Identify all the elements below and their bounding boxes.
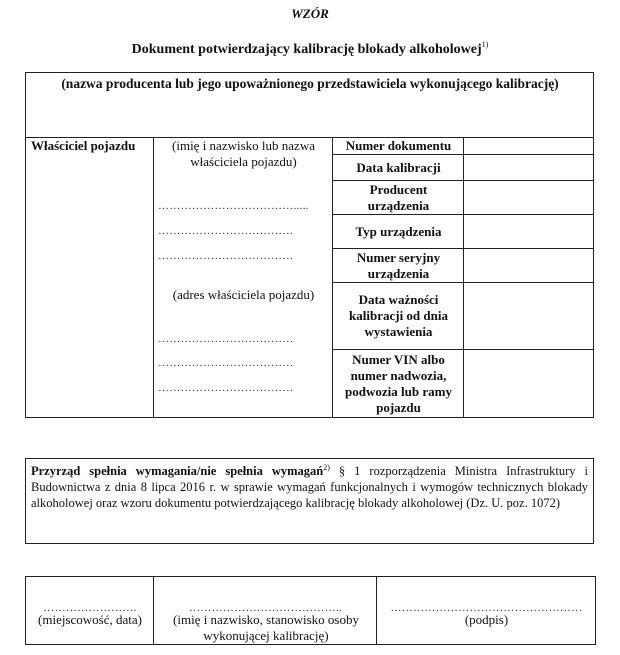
signatures-border-bottom (25, 644, 596, 645)
column-divider-1 (153, 137, 154, 417)
owner-address-line-3[interactable]: ……………………………… (158, 382, 294, 394)
field-value-serial-number[interactable] (465, 249, 593, 282)
owner-address-line-1[interactable]: ……………………………… (158, 333, 294, 345)
document-title (0, 40, 620, 58)
compliance-border-left (25, 458, 26, 543)
field-label-calibration-date: Data kalibracji (356, 159, 441, 175)
field-value-device-type[interactable] (465, 215, 593, 248)
owner-address-line-2[interactable]: ……………………………… (158, 357, 294, 369)
compliance-statement (31, 460, 588, 511)
compliance-border-bottom (25, 543, 594, 544)
owner-name-line-2[interactable]: ……………………………… (158, 225, 294, 237)
owner-name-hint: (imię i nazwisko lub nazwa właściciela pojazdu) (172, 138, 315, 169)
signatures-border-right (595, 576, 596, 644)
owner-address-hint: (adres właściciela pojazdu) (172, 287, 315, 302)
field-value-vin-number[interactable] (465, 350, 593, 417)
table-border-bottom (25, 417, 594, 418)
signatures-border-top (25, 576, 596, 577)
owner-label: Właściciel pojazdu (31, 138, 136, 153)
person-label: (imię i nazwisko, stanowisko osoby wykonującej kalibrację) (173, 612, 359, 643)
field-value-device-producer[interactable] (465, 181, 593, 214)
compliance-border-top (25, 458, 594, 459)
table-border-right (593, 72, 594, 417)
compliance-regulation-text: § 1 rozporządzenia Ministra Infrastruktury i Budownictwa z dnia 8 lipca 2016 r. w sprawie wymagań funkcjonalnych i wymogów technicznych blokady alkoholowej oraz wzoru dokumentu potwierdzającego kalibrację blokady alkoholowej (Dz. U. poz. 1072) (31, 464, 588, 510)
person-line[interactable]: ………………………………….. (189, 603, 342, 613)
owner-name-line-1[interactable]: ………………………………..... (158, 200, 309, 212)
field-label-device-producer: Producent urządzenia (367, 181, 430, 213)
producer-header: (nazwa producenta lub jego upoważnionego przedstawiciela wykonującego kalibrację) (61, 76, 559, 91)
place-date-line[interactable]: ……………………. (43, 603, 137, 613)
owner-name-line-3[interactable]: ……………………………… (158, 250, 294, 262)
compliance-border-right (593, 458, 594, 543)
field-value-document-number[interactable] (465, 138, 593, 154)
compliance-footnote-marker: 2) (323, 463, 330, 472)
field-value-calibration-date[interactable] (465, 155, 593, 180)
table-border-top (25, 72, 594, 73)
place-date-label: (miejscowość, data) (38, 612, 142, 627)
signature-label: (podpis) (464, 612, 509, 627)
document-title-text: Dokument potwierdzający kalibrację blokady alkoholowej (131, 42, 482, 57)
table-border-left (25, 72, 26, 417)
field-label-document-number: Numer dokumentu (345, 138, 452, 153)
field-label-device-type: Typ urządzenia (355, 223, 442, 239)
signatures-divider-2 (376, 576, 377, 644)
field-label-serial-number: Numer seryjny urządzenia (356, 249, 441, 281)
field-value-calibration-validity[interactable] (465, 283, 593, 349)
field-label-vin-number: Numer VIN albo numer nadwozia, podwozia lub ramy pojazdu (345, 351, 452, 415)
column-divider-3 (463, 137, 464, 417)
compliance-bold-text[interactable]: Przyrząd spełnia wymagania/nie spełnia wymagań (31, 464, 324, 478)
pattern-label: WZÓR (291, 6, 329, 21)
signature-line[interactable]: …………………………………………… (390, 603, 583, 613)
column-divider-2 (332, 137, 333, 417)
producer-input-area[interactable] (27, 96, 593, 136)
title-footnote-marker: 1) (481, 40, 489, 49)
signatures-border-left (25, 576, 26, 644)
field-label-calibration-validity: Data ważności kalibracji od dnia wystawienia (349, 292, 448, 339)
signatures-divider-1 (153, 576, 154, 644)
